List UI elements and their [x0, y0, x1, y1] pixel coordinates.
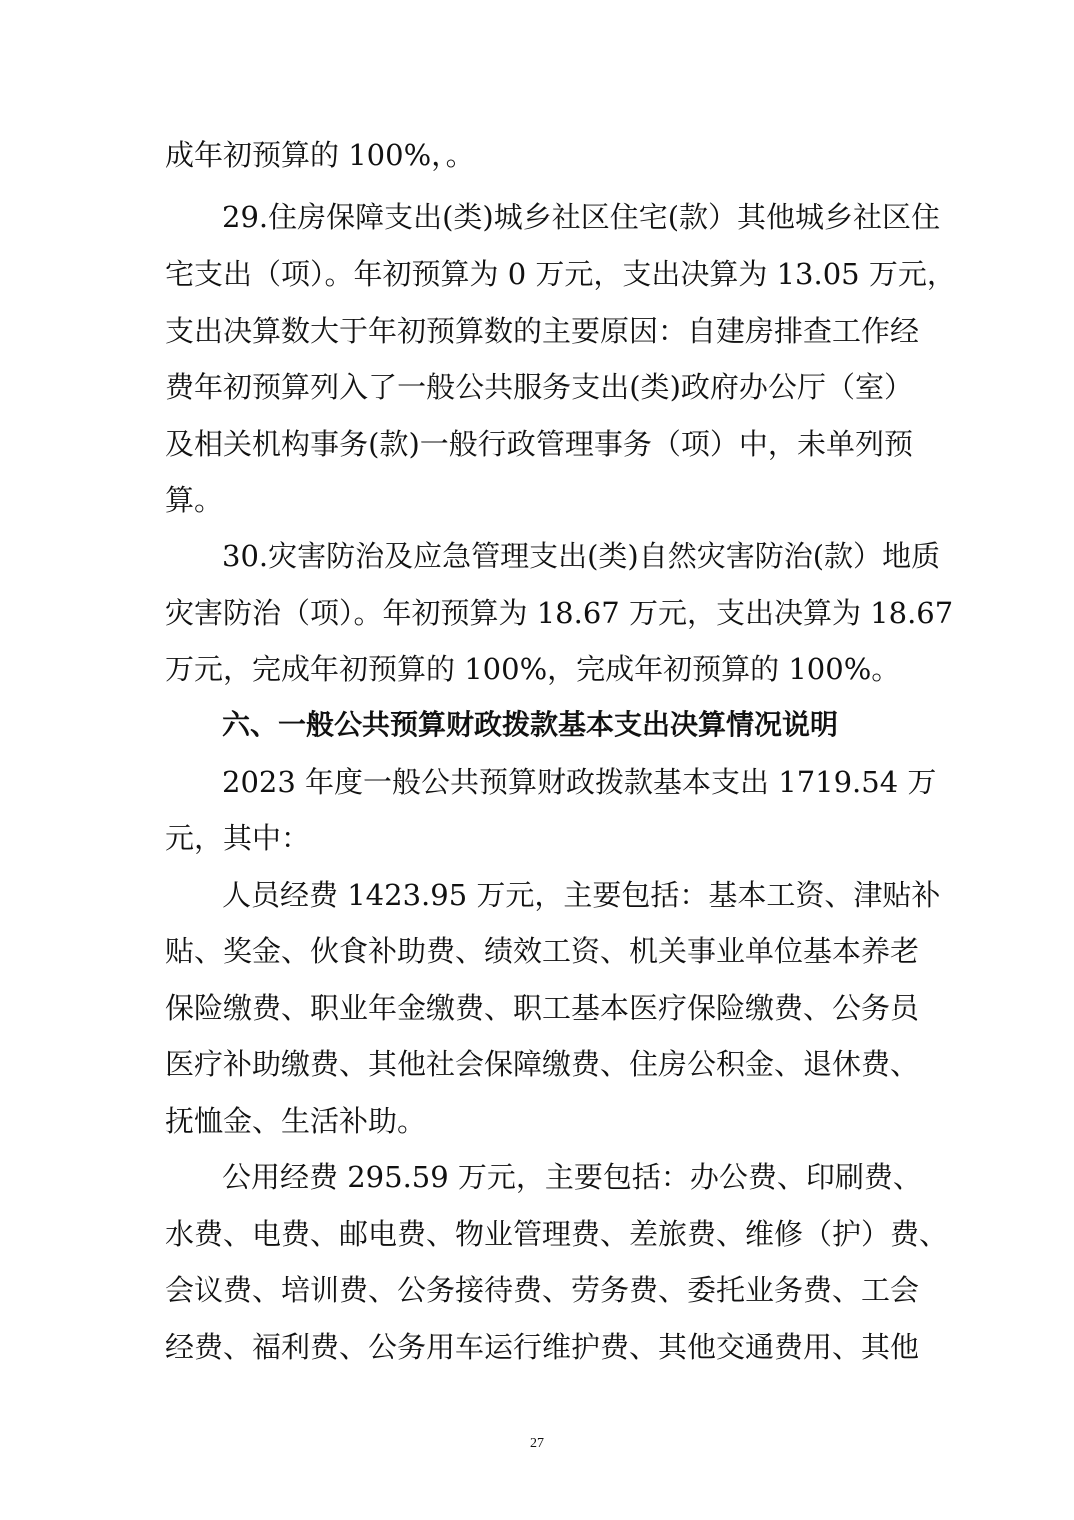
- text-line: 会议费、培训费、公务接待费、劳务费、委托业务费、工会: [165, 1273, 920, 1307]
- text-line: 及相关机构事务(款)一般行政管理事务（项）中，未单列预: [165, 427, 913, 461]
- text-line: 30.灾害防治及应急管理支出(类)自然灾害防治(款）地质: [222, 539, 941, 573]
- text-line: 抚恤金、生活补助。: [165, 1104, 427, 1138]
- text-line: 元，其中：: [165, 821, 311, 855]
- text-line: 算。: [165, 483, 224, 517]
- page-number: 27: [530, 1436, 544, 1451]
- text-line: 水费、电费、邮电费、物业管理费、差旅费、维修（护）费、: [165, 1217, 949, 1251]
- text-line: 保险缴费、职业年金缴费、职工基本医疗保险缴费、公务员: [165, 991, 920, 1025]
- text-line: 2023 年度一般公共预算财政拨款基本支出 1719.54 万: [222, 765, 937, 799]
- text-line: 医疗补助缴费、其他社会保障缴费、住房公积金、退休费、: [165, 1047, 920, 1081]
- text-line: 万元，完成年初预算的 100%，完成年初预算的 100%。: [165, 652, 901, 686]
- text-line: 成年初预算的 100%，。: [165, 138, 475, 172]
- text-line: 经费、福利费、公务用车运行维护费、其他交通费用、其他: [165, 1330, 920, 1364]
- text-line: 人员经费 1423.95 万元，主要包括：基本工资、津贴补: [222, 878, 941, 912]
- text-line: 公用经费 295.59 万元，主要包括：办公费、印刷费、: [222, 1160, 922, 1194]
- section-heading: 六、一般公共预算财政拨款基本支出决算情况说明: [222, 708, 839, 741]
- text-line: 宅支出（项）。年初预算为 0 万元，支出决算为 13.05 万元，: [165, 257, 956, 291]
- text-line: 支出决算数大于年初预算数的主要原因：自建房排查工作经: [165, 314, 920, 348]
- text-line: 灾害防治（项）。年初预算为 18.67 万元，支出决算为 18.67: [165, 596, 954, 630]
- text-line: 费年初预算列入了一般公共服务支出(类)政府办公厅（室）: [165, 370, 913, 404]
- text-line: 29.住房保障支出(类)城乡社区住宅(款）其他城乡社区住: [222, 200, 941, 234]
- text-line: 贴、奖金、伙食补助费、绩效工资、机关事业单位基本养老: [165, 934, 920, 968]
